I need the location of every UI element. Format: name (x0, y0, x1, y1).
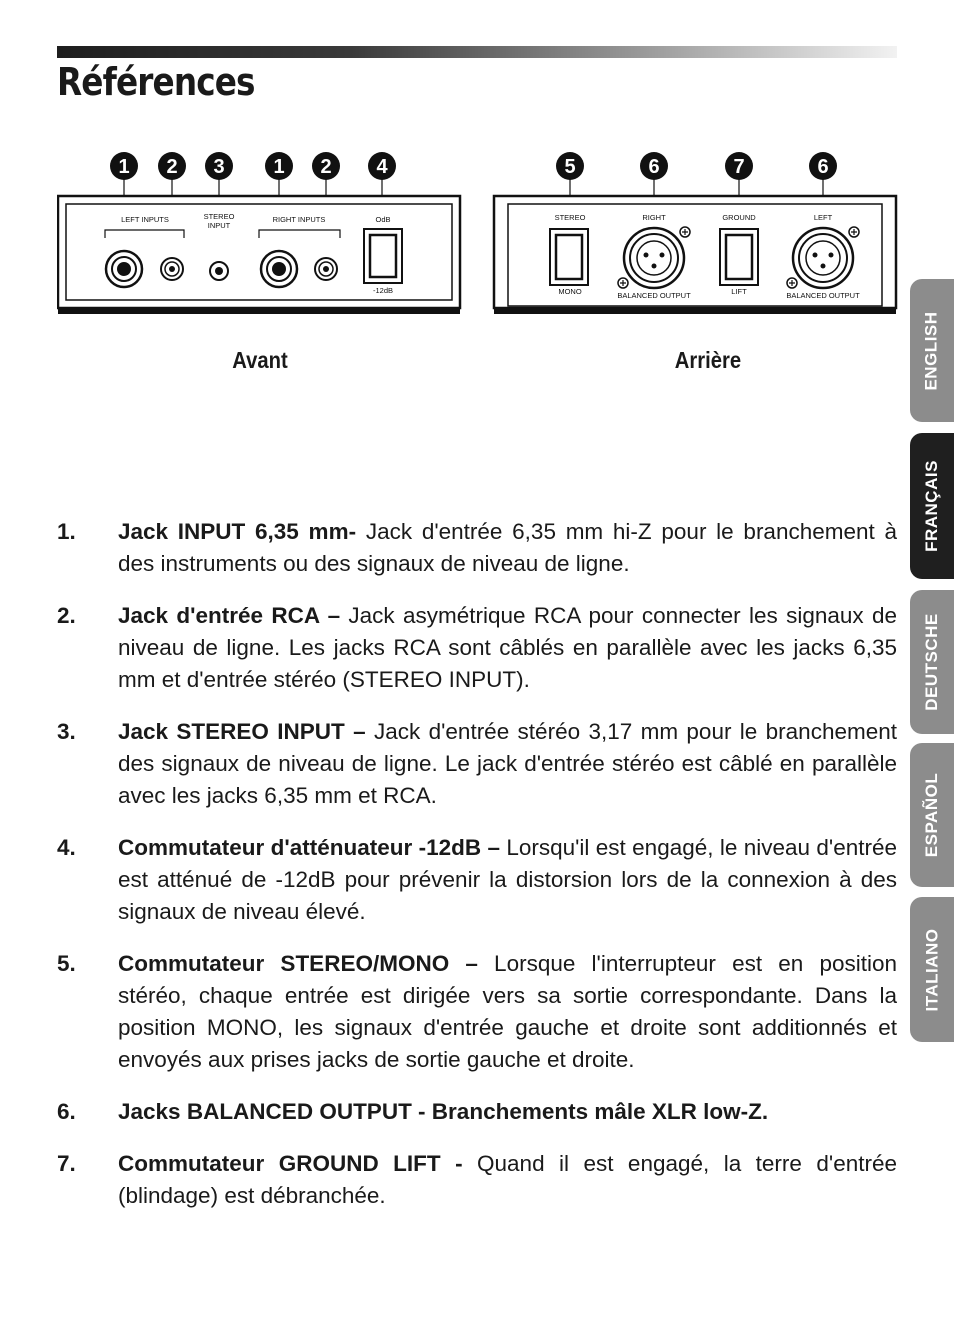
item-number: 1. (57, 519, 76, 544)
list-item (57, 1096, 897, 1128)
feature-list (57, 516, 897, 1232)
pad-switch (364, 229, 402, 283)
front-marker-1b: 1 (273, 156, 285, 178)
item-number: 7. (57, 1151, 76, 1176)
tab-italiano-label: ITALIANO (922, 927, 942, 1012)
front-marker-3: 3 (213, 156, 225, 178)
front-label-left-inputs: LEFT INPUTS (121, 215, 169, 224)
rear-marker-6a: 6 (648, 156, 660, 178)
front-marker-4: 4 (376, 156, 388, 178)
item-heading: Commutateur STEREO/MONO – (118, 951, 478, 976)
tab-deutsche[interactable] (910, 590, 954, 734)
list-item (57, 1148, 897, 1212)
page-title: Références (57, 60, 255, 104)
rear-markers (556, 152, 837, 180)
rear-marker-6b: 6 (817, 156, 829, 178)
stereo-input-jack (210, 262, 228, 280)
list-item (57, 600, 897, 696)
front-panel-caption: Avant (232, 347, 288, 373)
front-marker-1a: 1 (118, 156, 130, 178)
ground-lift-switch (720, 229, 758, 285)
rear-label-right: RIGHT (642, 213, 666, 222)
list-item (57, 716, 897, 812)
front-marker-2a: 2 (166, 156, 178, 178)
front-panel-diagram (57, 148, 462, 323)
tab-italiano[interactable] (910, 897, 954, 1042)
rear-label-ground: GROUND (722, 213, 756, 222)
stereo-mono-switch (550, 229, 588, 285)
header-gradient-bar (57, 46, 897, 58)
list-item (57, 832, 897, 928)
tab-deutsche-label: DEUTSCHE (922, 613, 942, 711)
item-text: Quand il est engagé, la terre d'entrée (blindage) est débranchée. (118, 1151, 897, 1208)
rear-panel-caption: Arrière (674, 347, 742, 373)
right-jack-635 (261, 251, 297, 287)
item-number: 5. (57, 951, 76, 976)
rear-label-lift: LIFT (731, 287, 747, 296)
right-rca-jack (315, 258, 337, 280)
front-label-minus12db: -12dB (372, 286, 394, 295)
item-heading: Jack INPUT 6,35 mm- (118, 519, 357, 544)
front-marker-2b: 2 (320, 156, 332, 178)
tab-francais[interactable] (910, 433, 954, 579)
list-item (57, 948, 897, 1076)
rear-label-mono: MONO (558, 287, 582, 296)
tab-francais-label: FRANÇAIS (922, 460, 941, 552)
item-heading: Jack d'entrée RCA – (118, 603, 341, 628)
rear-marker-5: 5 (564, 156, 576, 178)
item-heading: Commutateur d'atténuateur -12dB – (118, 835, 500, 860)
rear-label-left: LEFT (813, 213, 833, 222)
front-label-stereo: STEREO (203, 212, 235, 221)
rear-label-balanced-left: BALANCED OUTPUT (786, 291, 860, 300)
rear-label-balanced-right: BALANCED OUTPUT (617, 291, 691, 300)
item-number: 6. (57, 1099, 76, 1124)
item-heading: Jack STEREO INPUT – (118, 719, 366, 744)
item-number: 3. (57, 719, 76, 744)
item-heading: Commutateur GROUND LIFT - (118, 1151, 463, 1176)
left-jack-635 (106, 251, 142, 287)
left-rca-jack (161, 258, 183, 280)
item-text: Lorsque l'interrupteur est en position stéréo, chaque entrée est dirigée vers sa sortie correspondante. Dans la position MONO, les signaux d'entrée gauche et droite sont additionnés et envoyés aux prises jacks de sortie gauche et droite. (118, 951, 898, 1072)
language-tabs (908, 0, 954, 1336)
front-label-0db: OdB (375, 215, 391, 224)
rear-panel-diagram (492, 148, 898, 323)
tab-espanol-label: ESPAÑOL (922, 772, 942, 858)
tab-english[interactable] (910, 279, 954, 422)
item-heading: Jacks BALANCED OUTPUT - Branchements mâle XLR low-Z. (118, 1099, 769, 1124)
item-number: 4. (57, 835, 76, 860)
item-number: 2. (57, 603, 76, 628)
item-text: Jack d'entrée 6,35 mm hi-Z pour le branchement à des instruments ou des signaux de niveau de ligne. (118, 519, 898, 576)
front-label-right-inputs: RIGHT INPUTS (272, 215, 326, 224)
item-text: Lorsqu'il est engagé, le niveau d'entrée est atténué de -12dB pour prévenir la distorsion lors de la connexion à des signaux de niveau élevé. (118, 835, 897, 924)
rear-marker-7: 7 (733, 156, 745, 178)
tab-english-label: ENGLISH (922, 310, 941, 391)
front-markers (110, 152, 396, 180)
item-text: Jack asymétrique RCA pour connecter les signaux de niveau de ligne. Les jacks RCA sont câblés en parallèle avec les jacks 6,35 mm et d'entrée stéréo (STEREO INPUT). (118, 603, 897, 692)
item-text: Jack d'entrée stéréo 3,17 mm pour le branchement des signaux de niveau de ligne. Le jack d'entrée stéréo est câblé en parallèle avec les jacks 6,35 mm et RCA. (118, 719, 897, 808)
rear-label-stereo: STEREO (554, 213, 586, 222)
list-item (57, 516, 897, 580)
front-label-input: INPUT (207, 221, 231, 230)
tab-espanol[interactable] (910, 743, 954, 887)
